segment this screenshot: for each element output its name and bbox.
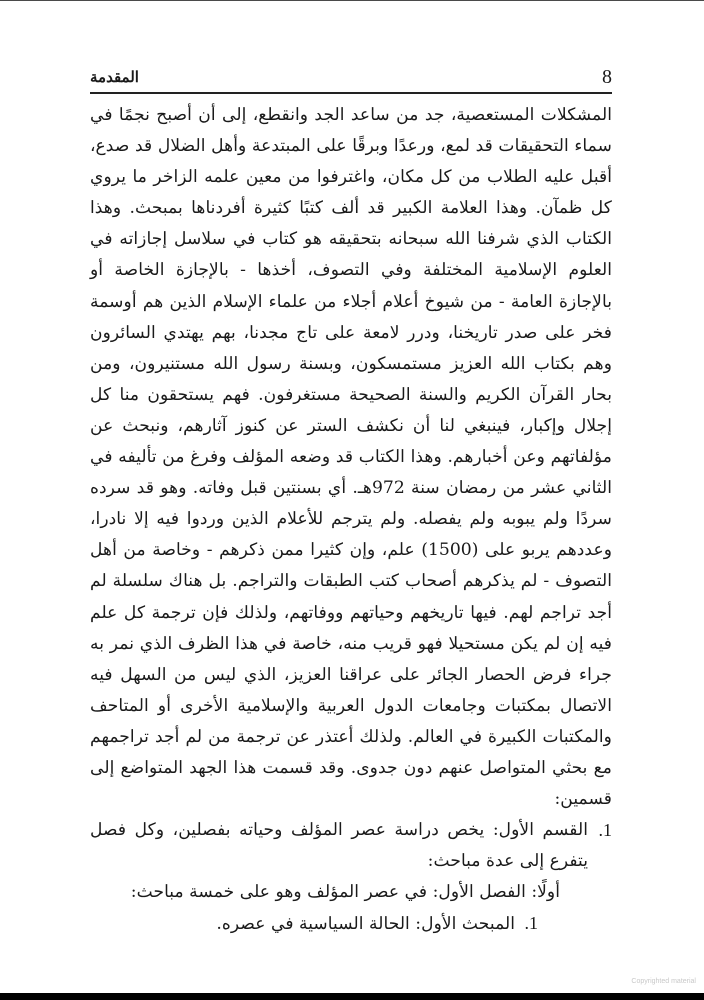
top-edge-line <box>0 0 704 1</box>
outline-item-chapter-1 <box>90 877 612 908</box>
copyright-watermark: Copyrighted material <box>631 978 696 985</box>
body-text <box>90 100 612 815</box>
page-number: 8 <box>602 66 612 88</box>
list-number: 1. <box>524 913 538 934</box>
outline-item-text: أولًا: الفصل الأول: في عصر المؤلف وهو على خمسة مباحث: <box>130 882 560 903</box>
bottom-edge-bar <box>0 993 704 1000</box>
list-number: 1. <box>598 820 612 841</box>
running-header <box>90 66 612 94</box>
outline-item-section-1 <box>90 815 612 877</box>
outline-item-text: القسم الأول: يخص دراسة عصر المؤلف وحياته بفصلين، وكل فصل يتفرع إلى عدة مباحث: <box>90 820 588 872</box>
book-page <box>90 66 612 941</box>
outline-item-topic-1 <box>90 908 612 940</box>
chapter-title: المقدمة <box>90 68 139 86</box>
outline-item-text: المبحث الأول: الحالة السياسية في عصره. <box>216 914 516 935</box>
outline-list <box>90 815 612 940</box>
body-paragraph: المشكلات المستعصية، جد من ساعد الجد وانقطع، إلى أن أصبح نجمًا في سماء التحقيقات قد لمع، ورعدًا وبرقًا على المبتدعة وأهل الضلال قد صدع، أقبل عليه الطلاب من كل مكان، واغترفوا من معين علمه الزاخر ما يروي كل ظمآن. وهذا العلامة الكبير قد ألف كتبًا كثيرة أفردناها بمبحث. وهذا الكتاب الذي شرفنا الله سبحانه بتحقيقه هو كتاب في سلاسل إجازاته في العلوم الإسلامية المختلفة وفي التصوف، أخذها - بالإجازة الخاصة أو بالإجازة العامة - من شيوخ أعلام أجلاء من علماء الإسلام الذين هم أوسمة فخر على صدر تاريخنا، ودرر لامعة على تاج مجدنا، بهم يهتدي السائرون وهم بكتاب الله العزيز مستمسكون، وبسنة رسول الله مستنيرون، ومن بحار القرآن الكريم والسنة الصحيحة مستغرفون. فهم يستحقون منا كل إجلال وإكبار، فينبغي لنا أن نكشف الستر عن كنوز آثارهم، ونبحث عن مؤلفاتهم وعن أخبارهم. وهذا الكتاب قد وضعه المؤلف وفرغ من تأليفه في الثاني عشر من رمضان سنة 972هـ. أي بسنتين قبل وفاته. وهو قد سرده سردًا ولم يبوبه ولم يفصله. ولم يترجم للأعلام الذين وردوا فيه إلا نادرا، وعددهم يربو على (1500) علم، وإن كثيرا ممن ذكرهم - وخاصة من أهل التصوف - لم يذكرهم أصحاب كتب الطبقات والتراجم. بل هناك سلسلة لم أجد تراجم لهم. فيها تاريخهم وحياتهم ووفاتهم، ولذلك فإن ترجمة كل علم فيه إن لم يكن مستحيلا فهو قريب منه، خاصة في هذا الظرف الذي نمر به جراء فرض الحصار الجائر على عراقنا العزيز، الذي ليس من السهل فيه الاتصال بمكتبات وجامعات الدول العربية والإسلامية الأخرى أو المتاحف والمكتبات الكبيرة في العالم. ولذلك أعتذر عن ترجمة من لم أجد تراجمهم مع بحثي المتواصل عنهم دون جدوى. وقد قسمت هذا الجهد المتواضع إلى قسمين: <box>90 105 613 810</box>
